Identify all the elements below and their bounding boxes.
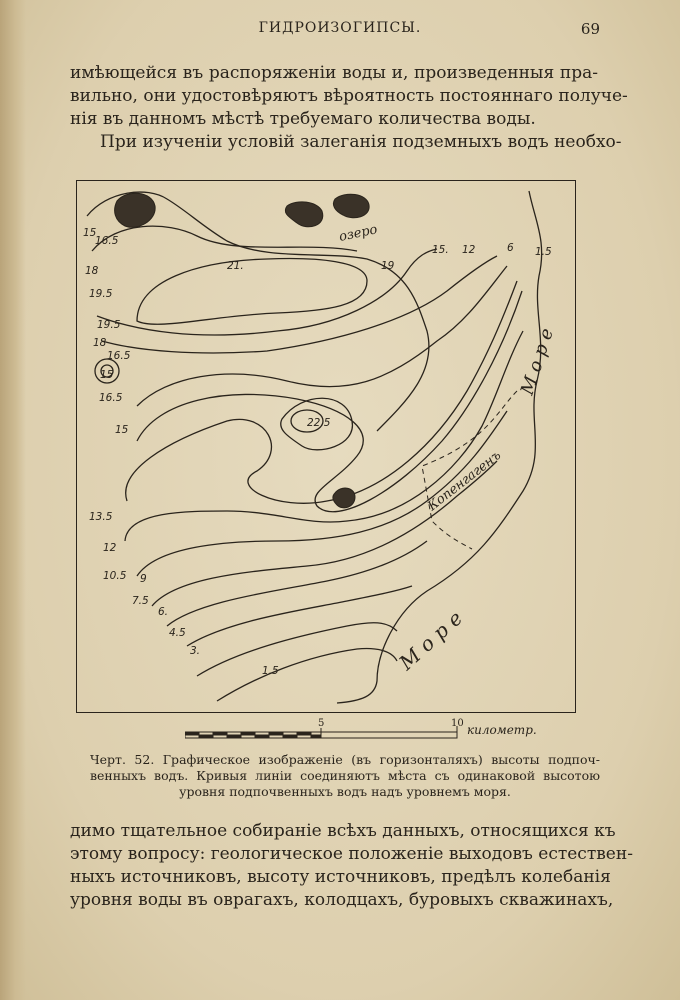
- text-line: При изученіи условій залеганія подземныхъ водъ необхо-: [100, 132, 622, 152]
- paragraph-top-2: [70, 131, 622, 154]
- scale-unit-label: километр.: [467, 723, 537, 737]
- contour-line: [126, 281, 517, 503]
- caption-line: уровня подпочвенныхъ водъ надъ уровнемъ моря.: [179, 784, 511, 799]
- contour-label: 16.5: [95, 235, 119, 247]
- contour-label: 22.5: [307, 417, 331, 429]
- contour-label: 9: [140, 573, 147, 585]
- contour-label: 18: [85, 265, 99, 277]
- scale-bar: [185, 718, 585, 748]
- scale-mid-label: 5: [318, 718, 325, 729]
- contour-label: 15: [115, 424, 129, 436]
- contour-line: [102, 256, 497, 353]
- lake-label: озеро: [337, 222, 379, 245]
- caption-line: венныхъ водъ. Кривыя линіи соединяютъ мѣста съ одинаковой высотою: [90, 768, 600, 783]
- contour-label: 15.: [432, 244, 449, 256]
- map-drawing: [77, 181, 574, 711]
- contour-label: 6: [507, 242, 514, 254]
- caption-line: Черт. 52. Графическое изображеніе (въ горизонталяхъ) высоты подпоч-: [90, 752, 600, 767]
- contour-label: 19.5: [97, 319, 121, 331]
- contour-label: 6.: [158, 606, 169, 618]
- text-line: димо тщательное собираніе всѣхъ данныхъ, относящихся къ: [70, 821, 616, 841]
- contour-label: 13.5: [89, 511, 113, 523]
- paragraph-top: [70, 62, 628, 131]
- hatched-lake: [333, 194, 369, 218]
- contour-line: [152, 461, 497, 606]
- hatched-lake: [285, 202, 322, 227]
- contour-label: 10.5: [103, 570, 127, 582]
- contour-label: 1.5: [262, 665, 279, 677]
- contour-label: 15: [100, 369, 114, 381]
- text-line: вильно, они удостовѣряютъ вѣроятность постояннаго получе-: [70, 86, 628, 106]
- contour-label: 19: [381, 260, 395, 272]
- contour-label: 7.5: [132, 595, 149, 607]
- contour-label: 18: [93, 337, 107, 349]
- contour-line: [197, 623, 397, 676]
- paragraph-bottom: [70, 820, 633, 912]
- contour-label: 1.5: [535, 246, 552, 258]
- contour-label: 4.5: [169, 627, 186, 639]
- text-line: уровня воды въ оврагахъ, колодцахъ, буровыхъ скважинахъ,: [70, 890, 614, 910]
- contour-label: 16.5: [99, 392, 123, 404]
- figure-caption: [90, 752, 600, 800]
- contour-label: 16.5: [107, 350, 131, 362]
- page-number: 69: [580, 20, 600, 38]
- running-header: ГИДРОИЗОГИПСЫ.: [258, 20, 422, 36]
- contour-label: 3.: [190, 645, 201, 657]
- city-label: Копенгагенъ: [425, 447, 505, 515]
- contour-label: 15: [83, 227, 97, 239]
- contour-line: [217, 649, 397, 702]
- text-line: имѣющейся въ распоряженіи воды и, произведенныя пра-: [70, 63, 598, 83]
- contour-label: 21.: [227, 260, 244, 272]
- contour-line: [125, 331, 523, 541]
- hatched-lake: [115, 193, 156, 227]
- contour-label: 12: [462, 244, 476, 256]
- contour-label: 19.5: [89, 288, 113, 300]
- sea-label-right: М о р е: [516, 325, 558, 398]
- groundwater-contour-map: [76, 180, 576, 713]
- text-line: ныхъ источниковъ, высоту источниковъ, предѣлъ колебанія: [70, 867, 611, 887]
- scale-end-label: 10: [451, 718, 464, 729]
- contour-line: [167, 541, 427, 626]
- contour-label: 12: [103, 542, 117, 554]
- contour-line: [92, 226, 357, 251]
- sea-label-bottom: М о р е: [394, 605, 467, 675]
- contour-line: [137, 259, 367, 325]
- scale-bar-drawing: [185, 718, 585, 748]
- page-spine-shadow: [0, 0, 26, 1000]
- text-line: нія въ данномъ мѣстѣ требуемаго количества воды.: [70, 109, 536, 129]
- hatched-lake: [333, 488, 355, 508]
- text-line: этому вопросу: геологическое положеніе выходовъ естествен-: [70, 844, 633, 864]
